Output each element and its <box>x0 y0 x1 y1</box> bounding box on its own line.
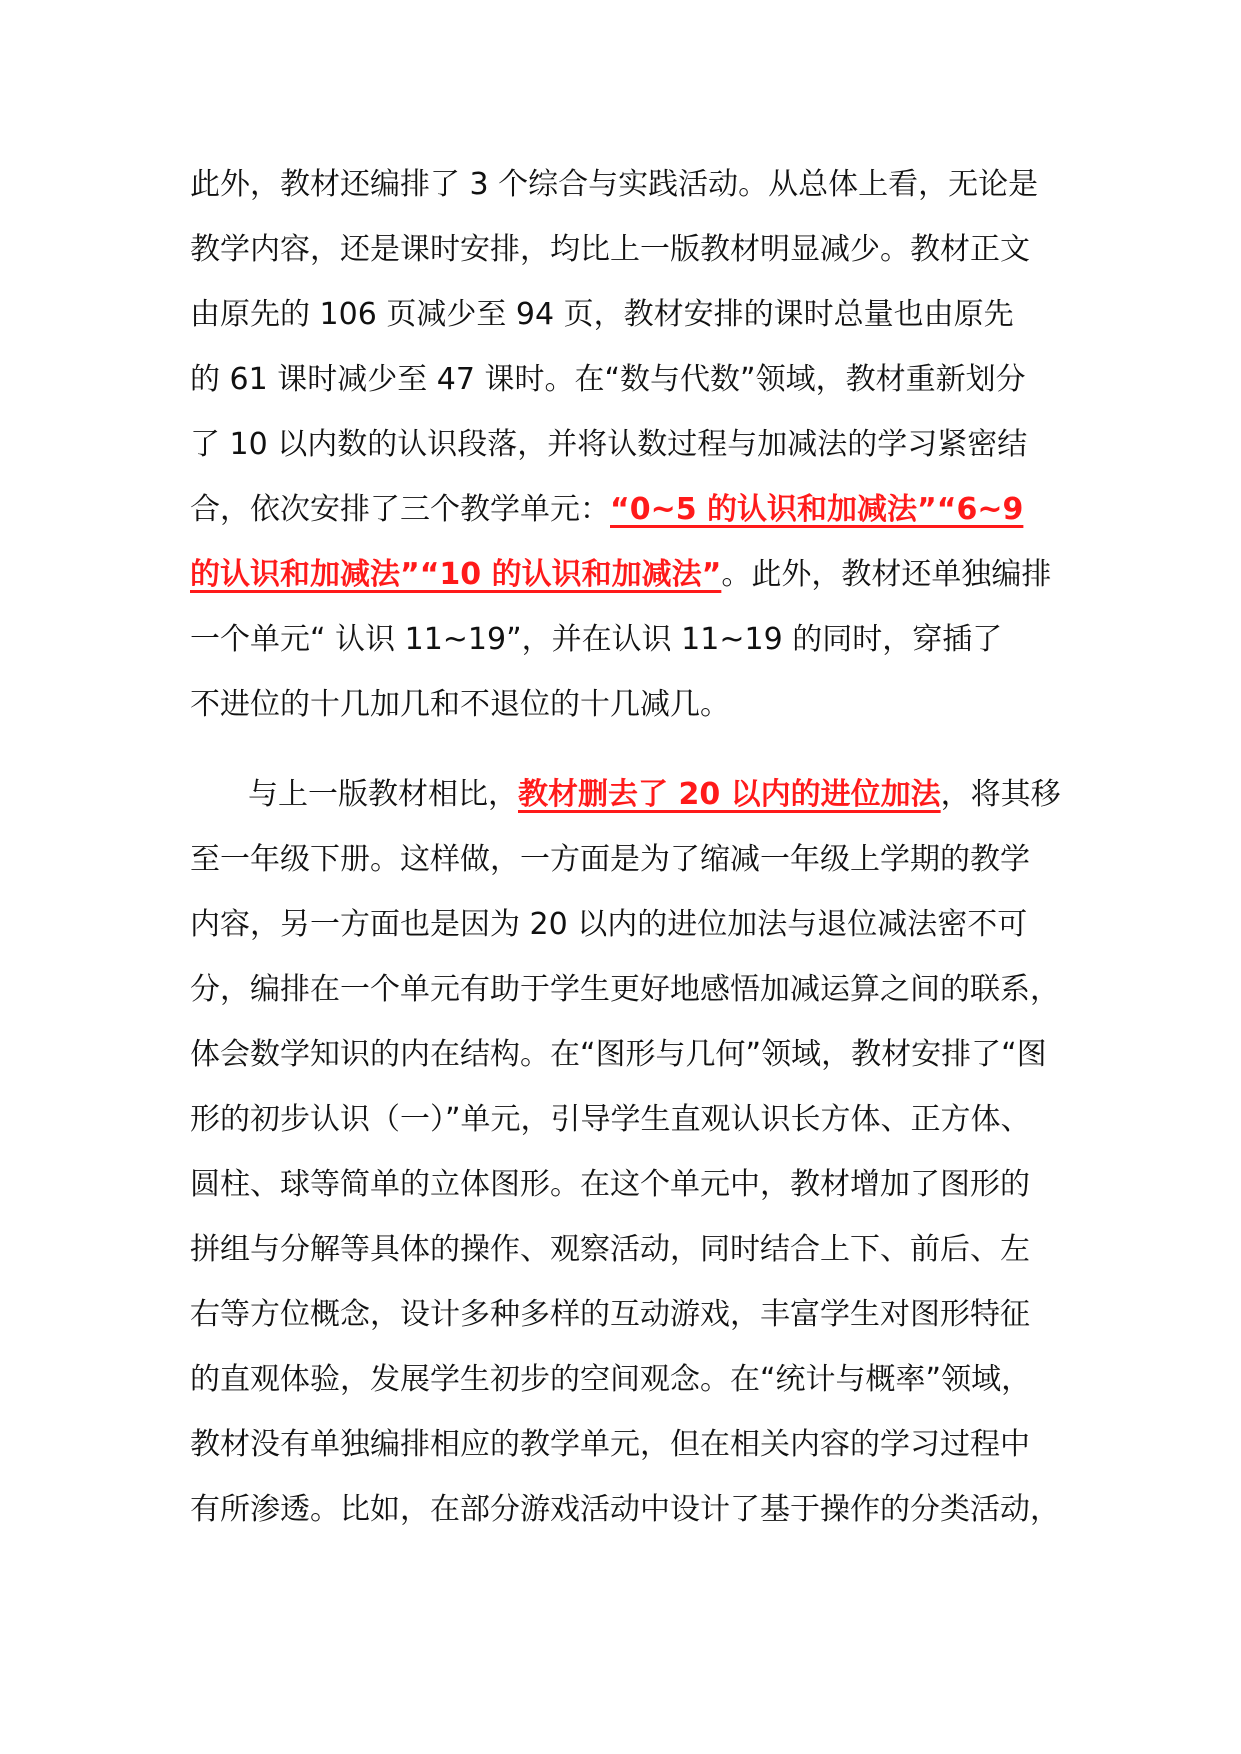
highlighted-text: 的认识和加减法”“10 的认识和加减法” <box>190 557 722 592</box>
text-line <box>190 160 1080 210</box>
text-line <box>190 485 1080 535</box>
text-line <box>190 1290 1080 1340</box>
text-segment: 有所渗透。比如，在部分游戏活动中设计了基于操作的分类活动， <box>190 1492 1060 1527</box>
text-line <box>190 550 1080 600</box>
text-line <box>190 965 1080 1015</box>
text-segment: ，将其移 <box>940 777 1061 812</box>
text-line <box>190 1355 1080 1405</box>
text-segment: 。此外，教材还单独编排 <box>721 557 1052 592</box>
text-line <box>190 1420 1080 1470</box>
text-segment: 合，依次安排了三个教学单元： <box>190 492 610 527</box>
text-segment: 教学内容，还是课时安排，均比上一版教材明显减少。教材正文 <box>190 232 1030 267</box>
text-segment: 形的初步认识（一）”单元，引导学生直观认识长方体、正方体、 <box>190 1102 1031 1137</box>
text-segment: 拼组与分解等具体的操作、观察活动，同时结合上下、前后、左 <box>190 1232 1030 1267</box>
highlighted-text: 教材删去了 20 以内的进位加法 <box>518 777 941 812</box>
text-line <box>190 1030 1080 1080</box>
highlighted-text: “0~5 的认识和加减法”“6~9 <box>610 492 1024 527</box>
text-line <box>248 770 1080 820</box>
text-segment: 的 61 课时减少至 47 课时。在“数与代数”领域，教材重新划分 <box>190 362 1026 397</box>
text-segment: 分，编排在一个单元有助于学生更好地感悟加减运算之间的联系， <box>190 972 1060 1007</box>
text-segment: 圆柱、球等简单的立体图形。在这个单元中，教材增加了图形的 <box>190 1167 1030 1202</box>
text-segment: 至一年级下册。这样做，一方面是为了缩减一年级上学期的教学 <box>190 842 1030 877</box>
text-segment: 内容，另一方面也是因为 20 以内的进位加法与退位减法密不可 <box>190 907 1028 942</box>
text-segment: 一个单元“ 认识 11~19”，并在认识 11~19 的同时，穿插了 <box>190 622 1003 657</box>
text-line <box>190 835 1080 885</box>
text-line <box>190 290 1080 340</box>
text-line <box>190 615 1080 665</box>
text-line <box>190 900 1080 950</box>
text-line <box>190 225 1080 275</box>
text-line <box>190 420 1080 470</box>
text-line <box>190 1095 1080 1145</box>
text-line <box>190 355 1080 405</box>
text-segment: 不进位的十几加几和不退位的十几减几。 <box>190 687 730 722</box>
text-line <box>190 1485 1080 1535</box>
text-segment: 由原先的 106 页减少至 94 页，教材安排的课时总量也由原先 <box>190 297 1014 332</box>
text-segment: 与上一版教材相比， <box>248 777 518 812</box>
text-segment: 了 10 以内数的认识段落，并将认数过程与加减法的学习紧密结 <box>190 427 1028 462</box>
text-segment: 的直观体验，发展学生初步的空间观念。在“统计与概率”领域， <box>190 1362 1032 1397</box>
text-segment: 此外，教材还编排了 3 个综合与实践活动。从总体上看，无论是 <box>190 167 1039 202</box>
text-segment: 教材没有单独编排相应的教学单元，但在相关内容的学习过程中 <box>190 1427 1030 1462</box>
text-segment: 体会数学知识的内在结构。在“图形与几何”领域，教材安排了“图 <box>190 1037 1047 1072</box>
text-line <box>190 1160 1080 1210</box>
text-line <box>190 680 1080 730</box>
text-segment: 右等方位概念，设计多种多样的互动游戏，丰富学生对图形特征 <box>190 1297 1030 1332</box>
text-line <box>190 1225 1080 1275</box>
